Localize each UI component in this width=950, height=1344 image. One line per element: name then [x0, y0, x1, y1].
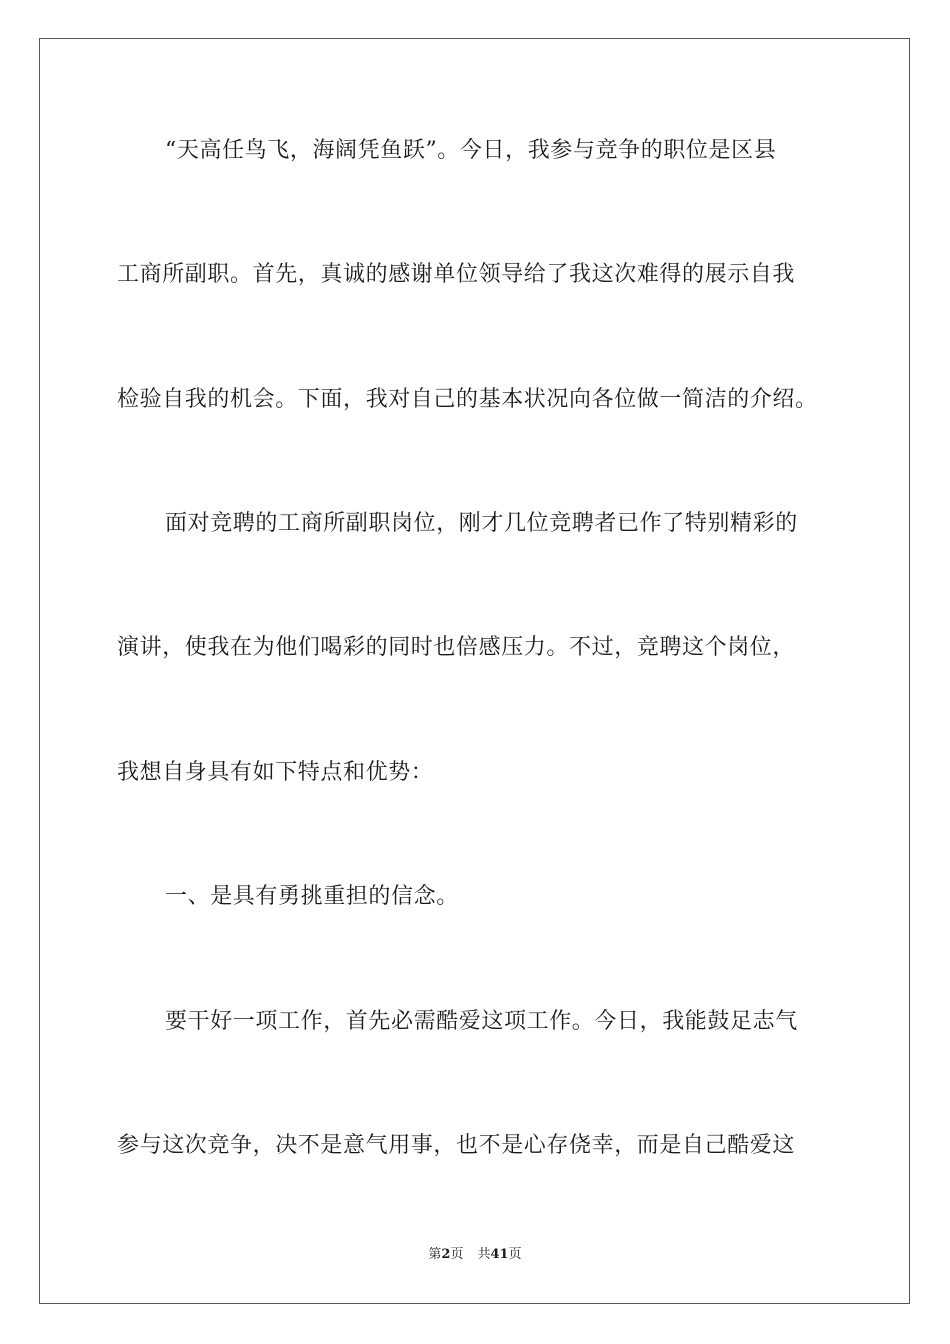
paragraph-line-6: 我想自身具有如下特点和优势：	[117, 760, 434, 785]
page-number: 2	[441, 1247, 451, 1262]
paragraph-line-9: 参与这次竞争，决不是意气用事，也不是心存侥幸，而是自己酷爱这	[117, 1133, 796, 1158]
paragraph-line-2: 工商所副职。首先，真诚的感谢单位领导给了我这次难得的展示自我	[117, 262, 796, 287]
page-footer	[0, 1246, 950, 1264]
paragraph-line-4: 面对竞聘的工商所副职岗位，刚才几位竞聘者已作了特别精彩的	[165, 511, 798, 536]
paragraph-line-8: 要干好一项工作，首先必需酷爱这项工作。今日，我能鼓足志气	[165, 1009, 798, 1034]
page-suffix: 页	[450, 1247, 464, 1262]
paragraph-line-5: 演讲，使我在为他们喝彩的同时也倍感压力。不过，竞聘这个岗位，	[117, 635, 796, 660]
paragraph-line-3: 检验自我的机会。下面，我对自己的基本状况向各位做一简洁的介绍。	[117, 387, 818, 412]
paragraph-line-1: “天高任鸟飞，海阔凭鱼跃”。今日，我参与竞争的职位是区县	[165, 138, 777, 163]
page-prefix: 第	[428, 1247, 442, 1262]
total-pages: 41	[490, 1247, 509, 1262]
total-suffix: 页	[508, 1247, 522, 1262]
section-heading: 一、是具有勇挑重担的信念。	[165, 884, 459, 909]
total-prefix: 共	[477, 1247, 491, 1262]
page-border	[39, 38, 910, 1304]
